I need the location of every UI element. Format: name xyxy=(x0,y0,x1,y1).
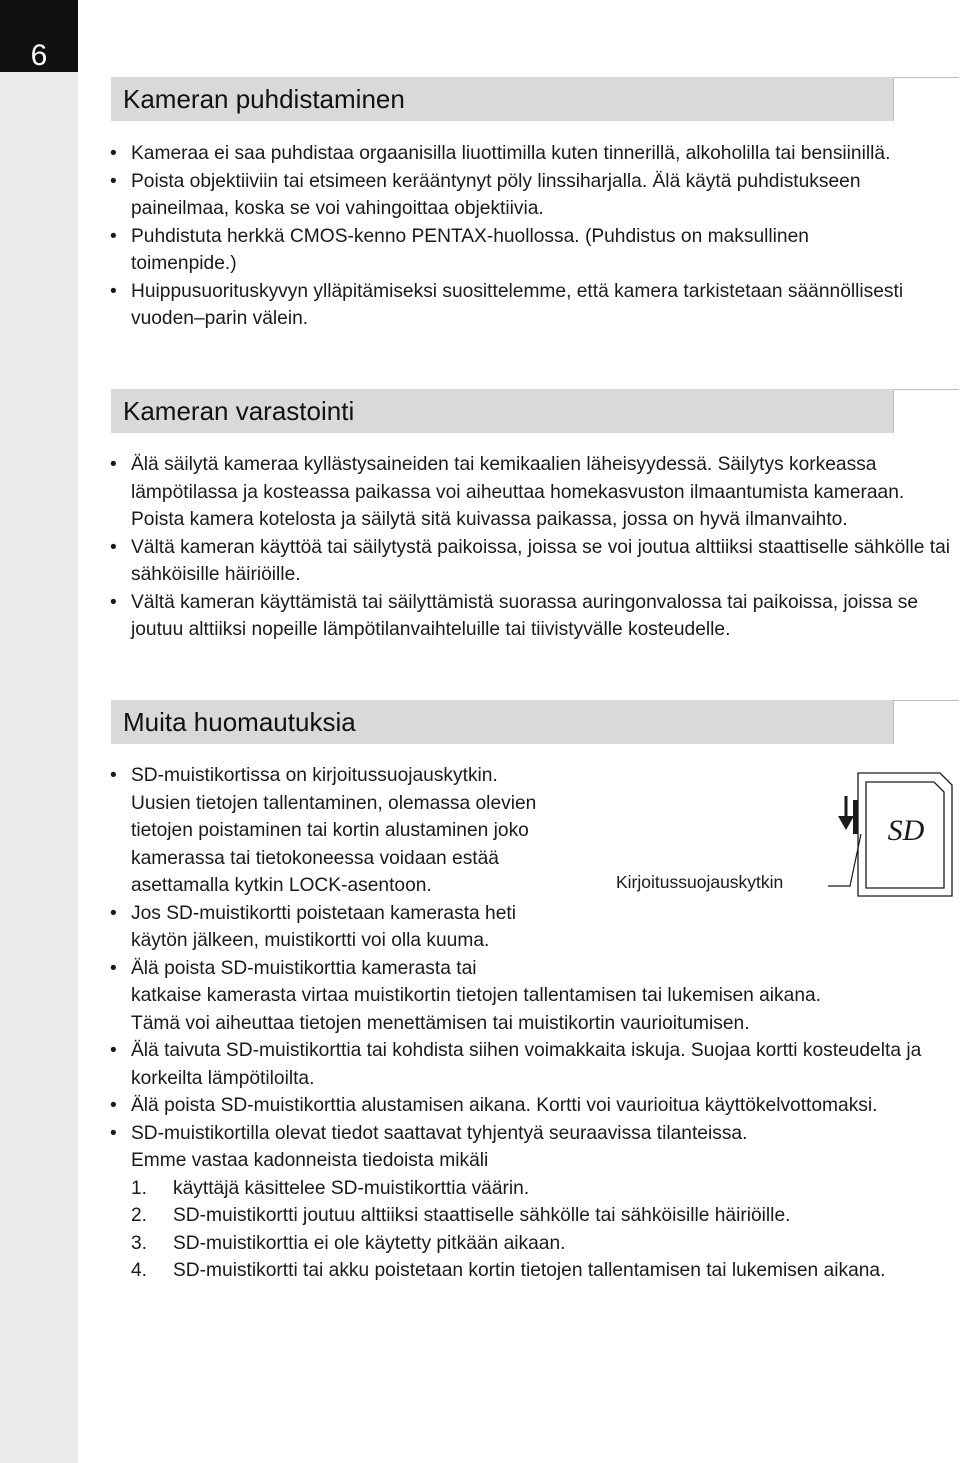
list-item: • SD-muistikortissa on kirjoitussuojauskytkin. Uusien tietojen tallentaminen, olemassa olevien tietojen poistaminen tai kortin alustaminen joko kamerassa tai tietokoneessa voidaan estää asettamalla kytkin LOCK-asentoon. xyxy=(110,765,537,896)
cleaning-list xyxy=(109,140,909,333)
section-rule xyxy=(893,700,959,701)
sd-card-figure xyxy=(612,768,960,898)
list-item: • SD-muistikortilla olevat tiedot saattavat tyhjentyä seuraavissa tilanteissa. Emme vastaa kadonneista tiedoista mikäli 1. käyttäjä käsittelee SD-muistikorttia väärin. 2. SD-muistikortti joutuu alttiiksi staattiselle sähkölle tai sähköisille häiriöille. 3. SD-muistikorttia ei ole käytetty pitkään aikaan. 4. SD-muistikortti tai akku poistetaan kortin tietojen tallentamisen tai lukemisen aikana. xyxy=(109,1120,955,1285)
sd-logo: SD xyxy=(887,814,925,847)
section-title-storage: Kameran varastointi xyxy=(111,389,893,433)
numbered-item: 2. SD-muistikortti joutuu alttiiksi staattiselle sähkölle tai sähköisille häiriöille. xyxy=(131,1205,791,1226)
numbered-item: 1. käyttäjä käsittelee SD-muistikorttia väärin. xyxy=(131,1177,530,1199)
list-item: • Älä säilytä kameraa kyllästysaineiden tai kemikaalien läheisyydessä. Säilytys korkeassa lämpötilassa ja kosteassa paikassa voi aiheuttaa homekasvuston ilmaantumista kameraan. Poista kamera kotelosta ja säilytä sitä kuivassa paikassa, jossa on hyvä ilmanvaihto. xyxy=(110,454,905,530)
list-item: • Älä poista SD-muistikorttia kamerasta tai katkaise kamerasta virtaa muistikortin tietojen tallentamisen tai lukemisen aikana. Tämä voi aiheuttaa tietojen menettämisen tai muistikortin vaurioitumisen. xyxy=(110,957,822,1034)
list-item: • Älä poista SD-muistikorttia alustamisen aikana. Kortti voi vaurioitua käyttökelvottomaksi. xyxy=(110,1095,878,1116)
storage-list xyxy=(109,451,955,644)
write-protect-switch-label: Kirjoitussuojauskytkin xyxy=(616,872,784,892)
numbered-item: 3. SD-muistikorttia ei ole käytetty pitkään aikaan. xyxy=(131,1232,566,1254)
list-item: • Huippusuorituskyvyn ylläpitämiseksi suosittelemme, että kamera tarkistetaan säännöllisesti vuoden–parin välein. xyxy=(110,280,904,329)
sd-card-illustration xyxy=(612,768,960,898)
page-number: 6 xyxy=(0,0,78,72)
list-item: • Vältä kameran käyttöä tai säilytystä paikoissa, joissa se voi joutua alttiiksi staattiselle sähkölle tai sähköisille häiriöille. xyxy=(110,536,951,585)
section-rule xyxy=(893,389,959,390)
section-title-other-notes: Muita huomautuksia xyxy=(111,700,893,744)
section-rule xyxy=(893,77,959,78)
list-item: • Vältä kameran käyttämistä tai säilyttämistä suorassa auringonvalossa tai paikoissa, joissa se joutuu alttiiksi nopeille lämpötilanvaihteluille tai tiivistyvälle kosteudelle. xyxy=(110,591,919,640)
numbered-list xyxy=(131,1175,955,1285)
callout-leader-line xyxy=(828,834,861,886)
list-item: • Älä taivuta SD-muistikorttia tai kohdista siihen voimakkaita iskuja. Suojaa kortti kosteudelta ja korkeilta lämpötiloilta. xyxy=(110,1040,922,1089)
lock-switch xyxy=(853,800,858,834)
numbered-item: 4. SD-muistikortti tai akku poistetaan kortin tietojen tallentamisen tai lukemisen aikana. xyxy=(131,1260,886,1281)
page-margin-strip xyxy=(0,0,78,1463)
list-item: • Jos SD-muistikortti poistetaan kamerasta heti käytön jälkeen, muistikortti voi olla kuuma. xyxy=(110,902,516,951)
list-item: • Poista objektiiviin tai etsimeen kerääntynyt pöly linssiharjalla. Älä käytä puhdistukseen paineilmaa, koska se voi vahingoittaa objektiivia. xyxy=(110,170,861,219)
section-title-cleaning: Kameran puhdistaminen xyxy=(111,77,893,121)
list-item: • Kameraa ei saa puhdistaa orgaanisilla liuottimilla kuten tinnerillä, alkoholilla tai bensiinillä. xyxy=(110,143,891,164)
lock-arrow-head-icon xyxy=(838,816,854,830)
list-item: • Puhdistuta herkkä CMOS-kenno PENTAX-huollossa. (Puhdistus on maksullinen toimenpide.) xyxy=(110,225,809,274)
